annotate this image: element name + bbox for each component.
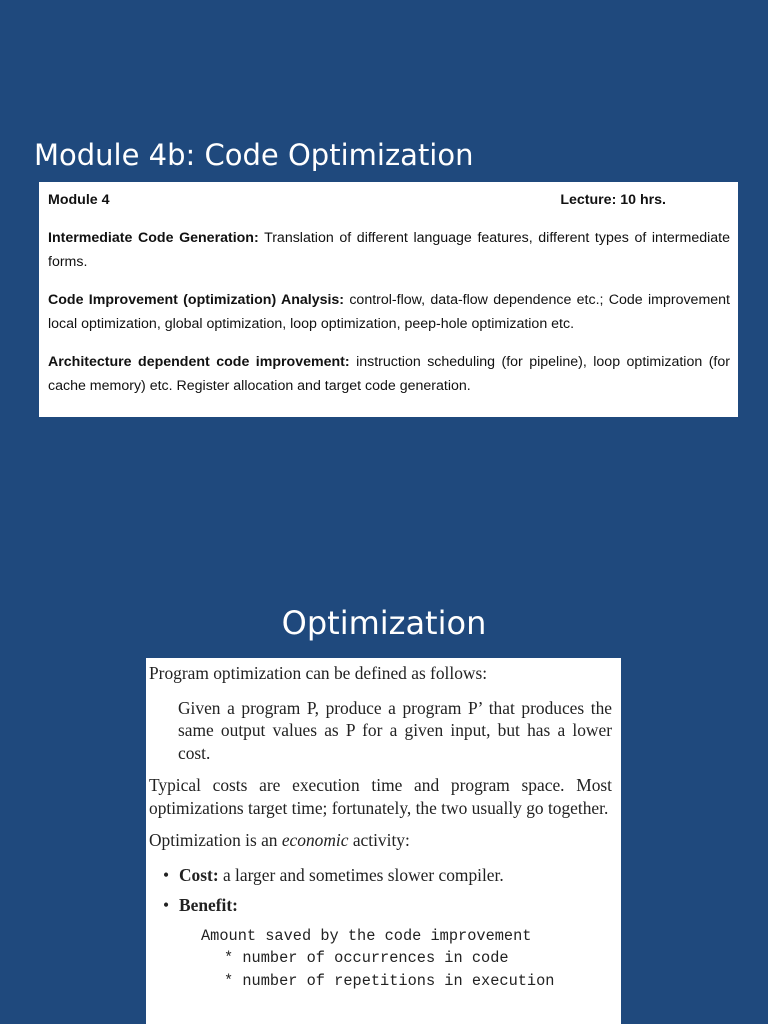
benefit-formula-repetitions: * number of repetitions in execution	[224, 971, 555, 990]
economic-emphasis: economic	[281, 830, 349, 850]
cost-text: a larger and sometimes slower compiler.	[218, 864, 504, 885]
syllabus-header	[48, 188, 730, 212]
list-item-cost	[149, 864, 612, 887]
module-label: Module 4	[48, 192, 110, 208]
slide-title-module: Module 4b: Code Optimization	[34, 138, 474, 172]
definition-intro: Program optimization can be defined as follows:	[149, 663, 488, 683]
paragraph-lead: Code Improvement (optimization) Analysis:	[48, 292, 345, 308]
paragraph-lead: Architecture dependent code improvement:	[48, 354, 350, 370]
list-item-benefit	[149, 894, 612, 917]
paragraph-lead: Intermediate Code Generation:	[48, 230, 259, 246]
benefit-lead: Benefit:	[179, 895, 238, 915]
lecture-hours: Lecture: 10 hrs.	[560, 192, 666, 208]
syllabus-paragraph-architecture	[48, 350, 730, 398]
costs-paragraph: Typical costs are execution time and program space. Most optimizations target time; fortunately, the two usually go together.	[149, 775, 612, 818]
benefit-formula-line: Amount saved by the code improvement	[201, 926, 532, 945]
cost-lead: Cost:	[179, 864, 219, 885]
paragraph-text: instruction scheduling (for pipeline), loop optimization (for cache memory) etc. Register allocation and target code generation.	[48, 354, 730, 394]
syllabus-paragraph-improvement	[48, 288, 730, 336]
syllabus-box	[39, 182, 738, 417]
paragraph-text: control-flow, data-flow dependence etc.; Code improvement local optimization, global optimization, loop optimization, peep-hole optimization etc.	[48, 292, 730, 332]
slide-title-optimization: Optimization	[281, 604, 487, 642]
optimization-definition-box	[146, 658, 621, 1024]
syllabus-paragraph-intermediate	[48, 226, 730, 274]
definition-quote: Given a program P, produce a program P’ that produces the same output values as P for a given input, but has a lower cost.	[178, 697, 612, 763]
economic-post: activity:	[348, 830, 410, 850]
cost-benefit-list	[149, 864, 612, 917]
economic-pre: Optimization is an	[149, 830, 282, 850]
economic-paragraph	[149, 829, 612, 852]
benefit-formula-occurrences: * number of occurrences in code	[224, 949, 509, 967]
paragraph-text: Translation of different language features, different types of intermediate forms.	[48, 230, 730, 270]
bullet-icon: •	[163, 864, 170, 885]
bullet-icon: •	[163, 895, 170, 915]
